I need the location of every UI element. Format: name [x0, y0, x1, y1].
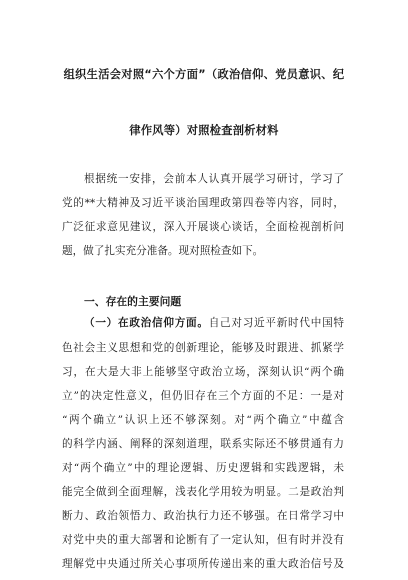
paragraph-line — [84, 316, 344, 330]
paragraph-text: 自己对习近平新时代中国特 — [208, 317, 344, 329]
paragraph-line: 对党中央的重大部署和论断有了一定认知，但有时并没有 — [62, 534, 344, 546]
paragraph-line: 根据统一安排，会前本人认真开展学习研讨，学习了 — [84, 173, 344, 185]
paragraph-line: 色社会主义思想和党的创新理论，能够及时跟进、抓紧学 — [62, 342, 344, 354]
paragraph-line: 能完全做到全面理解，浅表化学用较为明显。二是政治判 — [62, 486, 344, 498]
paragraph-line: “两个确立”认识上还不够深刻。对“两个确立”中蕴含 — [62, 414, 344, 426]
paragraph-line: 的科学内涵、阐释的深刻道理，联系实际还不够贯通有力 — [62, 438, 344, 450]
paragraph-line: 党的**大精神及习近平谈治国理政第四卷等内容，同时， — [62, 197, 344, 209]
document-title-line-2: 律作风等）对照检查剖析材料 — [129, 124, 279, 137]
paragraph-line: 断力、政治领悟力、政治执行力还不够强。在日常学习中 — [62, 510, 344, 522]
paragraph-line: 题，做了扎实充分准备。现对照检查如下。 — [62, 245, 264, 257]
paragraph-line: 对“两个确立”中的理论逻辑、历史逻辑和实践逻辑，未 — [62, 462, 344, 474]
section-heading: 一、存在的主要问题 — [84, 295, 182, 308]
subsection-heading: （一）在政治信仰方面。 — [84, 317, 209, 329]
paragraph-line: 习，在大是大非上能够坚守政治立场，深刻认识“两个确 — [62, 366, 344, 378]
paragraph-line: 立”的决定性意义，但仍旧存在三个方面的不足：一是对 — [62, 390, 344, 402]
paragraph-line: 理解党中央通过所关心事项所传递出来的重大政治信号及 — [62, 558, 344, 570]
document-title-line-1: 组织生活会对照“六个方面”（政治信仰、党员意识、纪 — [63, 68, 345, 81]
paragraph-line: 广泛征求意见建议，深入开展谈心谈话，全面检视剖析问 — [62, 221, 344, 233]
